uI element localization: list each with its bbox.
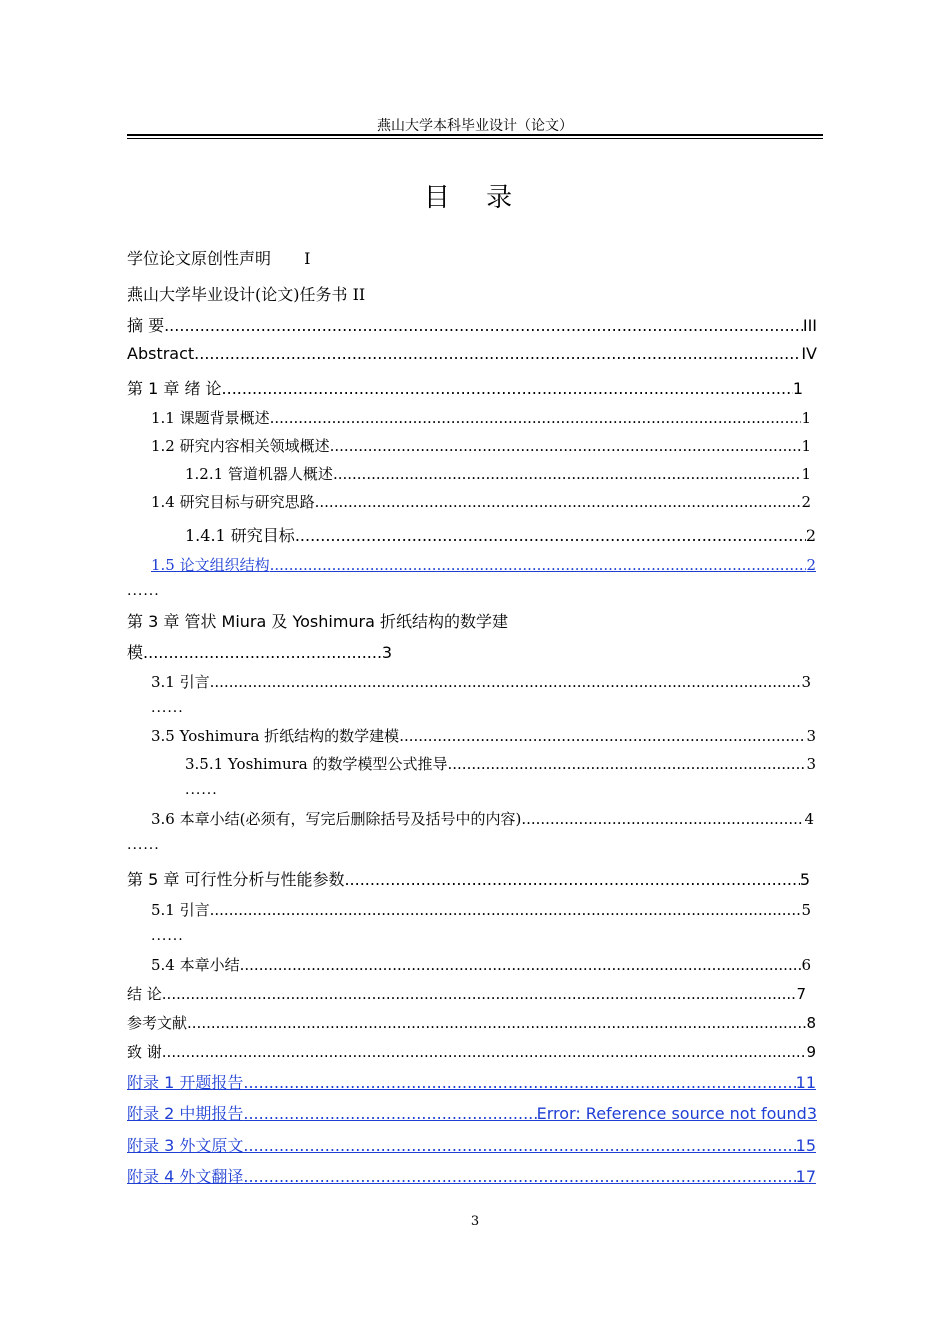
toc-leader-dots (243, 1136, 795, 1155)
toc-entry-title: 参考文献 (127, 1014, 188, 1032)
toc-leader-dots (240, 956, 802, 974)
toc-entry-appendix-3[interactable] (127, 1133, 816, 1156)
toc-entry-abstract-en[interactable] (127, 344, 817, 363)
toc-leader-dots (162, 985, 797, 1003)
toc-entry-title: 附录 3 外文原文 (127, 1136, 244, 1155)
toc-entry-page: 9 (806, 1043, 816, 1061)
toc-entry-title: 1.4 研究目标与研究思路 (151, 493, 315, 511)
toc-leader-dots (295, 526, 806, 545)
toc-entry-page: 1 (792, 379, 803, 398)
toc-leader-dots (448, 755, 807, 773)
toc-leader-dots (330, 437, 802, 455)
toc-continuation-dots: ...... (151, 928, 184, 944)
toc-entry-acknowledgements[interactable] (127, 1041, 816, 1062)
toc-entry-title: 附录 4 外文翻译 (127, 1167, 244, 1186)
toc-entry-title: 致 谢 (127, 1043, 162, 1061)
toc-entry-appendix-1[interactable] (127, 1070, 816, 1093)
toc-entry-page: Error: Reference source not found3 (536, 1104, 817, 1123)
toc-entry-page: 3 (806, 727, 816, 745)
toc-entry-page: 5 (801, 901, 811, 919)
toc-entry-title: 1.1 课题背景概述 (151, 409, 270, 427)
toc-entry-1-2-1[interactable] (185, 463, 811, 484)
toc-entry-page: 2 (801, 493, 811, 511)
toc-entry-chapter-3-cont[interactable] (127, 640, 392, 663)
toc-entry-1-4[interactable] (151, 491, 811, 512)
toc-entry-5-4[interactable] (151, 954, 811, 975)
toc-entry-conclusion[interactable] (127, 983, 806, 1004)
toc-entry-title: 附录 2 中期报告 (127, 1104, 244, 1123)
toc-entry-3-5[interactable] (151, 725, 816, 746)
toc-entry-page: 15 (795, 1136, 816, 1155)
toc-leader-dots (315, 493, 802, 511)
toc-leader-dots (243, 1104, 536, 1123)
toc-entry-references[interactable] (127, 1012, 816, 1033)
toc-leader-dots (222, 379, 793, 398)
toc-entry-3-5-1[interactable] (185, 753, 816, 774)
toc-entry-title: 1.2 研究内容相关领域概述 (151, 437, 330, 455)
toc-leader-dots (243, 1167, 795, 1186)
toc-leader-dots (344, 870, 799, 889)
toc-entry-page: III (802, 316, 817, 335)
toc-entry-title: 3.1 引言 (151, 673, 210, 691)
toc-entry-page: 2 (805, 526, 816, 545)
toc-entry-page: 7 (796, 985, 806, 1003)
toc-entry-3-6[interactable] (151, 808, 814, 829)
toc-leader-dots (210, 673, 802, 691)
toc-leader-dots (333, 465, 802, 483)
header-rule-thick (127, 134, 823, 136)
toc-entry-title: 3.5.1 Yoshimura 的数学模型公式推导 (185, 755, 448, 773)
toc-leader-dots (210, 901, 802, 919)
toc-entry-page: 3 (806, 755, 816, 773)
toc-entry-page: 3 (801, 673, 811, 691)
toc-leader-dots (399, 727, 806, 745)
toc-entry-page: IV (801, 344, 817, 363)
toc-entry-title: 3.6 本章小结(必须有，写完后删除括号及括号中的内容) (151, 810, 522, 828)
toc-leader-dots (162, 1043, 807, 1061)
toc-entry-page: 3 (381, 643, 392, 662)
toc-leader-dots (164, 316, 803, 335)
toc-leader-dots (243, 1073, 795, 1092)
toc-entry-declaration[interactable] (127, 246, 310, 269)
toc-leader-dots (194, 344, 801, 363)
toc-entry-title: 燕山大学毕业设计(论文)任务书 II (127, 285, 366, 304)
toc-entry-title: 附录 1 开题报告 (127, 1073, 244, 1092)
toc-entry-3-1[interactable] (151, 671, 811, 692)
toc-entry-1-4-1[interactable] (185, 523, 816, 546)
toc-title: 目 录 (423, 183, 527, 213)
toc-entry-page: 4 (804, 810, 814, 828)
toc-entry-1-2[interactable] (151, 435, 811, 456)
toc-continuation-dots: ...... (151, 700, 184, 716)
header-rule-thin (127, 138, 823, 139)
toc-entry-chapter-3[interactable] (127, 609, 508, 632)
toc-leader-dots (187, 1014, 806, 1032)
toc-entry-chapter-1[interactable] (127, 376, 803, 399)
toc-entry-abstract-cn[interactable] (127, 313, 817, 336)
toc-entry-title: 1.5 论文组织结构 (151, 556, 270, 574)
toc-entry-title: 第 5 章 可行性分析与性能参数 (127, 870, 345, 889)
toc-entry-title: 模 (127, 643, 144, 662)
toc-entry-title: 结 论 (127, 985, 162, 1003)
toc-entry-page: 1 (801, 437, 811, 455)
toc-entry-title: 摘 要 (127, 316, 165, 335)
page-header: 燕山大学本科毕业设计（论文） (377, 118, 573, 134)
toc-entry-page: 11 (795, 1073, 816, 1092)
toc-entry-page: I (304, 249, 311, 268)
page-number: 3 (470, 1214, 480, 1229)
toc-entry-page: 1 (801, 409, 811, 427)
toc-leader-dots (270, 409, 802, 427)
toc-entry-page: 2 (806, 556, 816, 574)
toc-entry-title: 学位论文原创性声明 (127, 249, 272, 268)
toc-entry-page: 5 (799, 870, 810, 889)
toc-continuation-dots: ...... (127, 583, 160, 599)
toc-entry-chapter-5[interactable] (127, 867, 810, 890)
toc-entry-title: 第 1 章 绪 论 (127, 379, 222, 398)
toc-entry-1-1[interactable] (151, 407, 811, 428)
toc-entry-title: 第 3 章 管状 Miura 及 Yoshimura 折纸结构的数学建 (127, 612, 509, 631)
toc-entry-title: Abstract (127, 344, 195, 363)
toc-entry-title: 5.4 本章小结 (151, 956, 240, 974)
toc-entry-title: 1.2.1 管道机器人概述 (185, 465, 333, 483)
toc-entry-appendix-2[interactable] (127, 1101, 817, 1124)
toc-entry-page: 17 (795, 1167, 816, 1186)
toc-leader-dots (143, 643, 382, 662)
toc-leader-dots (521, 810, 804, 828)
toc-entry-5-1[interactable] (151, 899, 811, 920)
toc-entry-page: 6 (801, 956, 811, 974)
toc-entry-title: 3.5 Yoshimura 折纸结构的数学建模 (151, 727, 400, 745)
toc-entry-title: 5.1 引言 (151, 901, 210, 919)
toc-leader-dots (270, 556, 807, 574)
toc-entry-1-5[interactable] (151, 554, 816, 575)
toc-entry-page: 8 (806, 1014, 816, 1032)
toc-entry-task-book[interactable] (127, 282, 365, 305)
toc-entry-page: 1 (801, 465, 811, 483)
toc-entry-title: 1.4.1 研究目标 (185, 526, 295, 545)
toc-continuation-dots: ...... (185, 782, 218, 798)
toc-continuation-dots: ...... (127, 837, 160, 853)
toc-entry-appendix-4[interactable] (127, 1164, 816, 1187)
